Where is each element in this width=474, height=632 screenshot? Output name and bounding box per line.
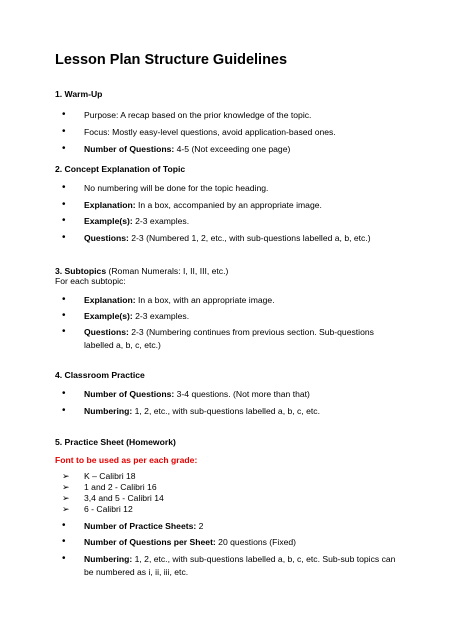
bullet-dot-icon: • — [62, 182, 66, 193]
bullet-dot-icon: • — [62, 199, 66, 210]
bullet-dot-icon: • — [62, 109, 66, 120]
section-heading-practice-sheet: 5. Practice Sheet (Homework) — [55, 437, 176, 447]
arrow-marker-icon: ➢ — [62, 493, 70, 503]
section-heading-classroom-practice: 4. Classroom Practice — [55, 370, 145, 380]
bullet-dot-icon: • — [62, 310, 66, 321]
page-title: Lesson Plan Structure Guidelines — [55, 52, 288, 68]
bullet-dot-icon: • — [62, 326, 66, 337]
bullet-dot-icon: • — [62, 405, 66, 416]
bullet-dot-icon: • — [62, 388, 66, 399]
bullet-dot-icon: • — [62, 215, 66, 226]
bullet-dot-icon: • — [62, 232, 66, 243]
bullet-dot-icon: • — [62, 294, 66, 305]
section-heading-warm-up: 1. Warm-Up — [55, 89, 103, 99]
section-heading-subtopics: 3. Subtopics (Roman Numerals: I, II, III, etc.) — [55, 266, 229, 276]
bullet-dot-icon: • — [62, 536, 66, 547]
arrow-marker-icon: ➢ — [62, 471, 70, 481]
bullet-dot-icon: • — [62, 553, 66, 564]
section-heading-concept: 2. Concept Explanation of Topic — [55, 164, 186, 174]
arrow-marker-icon: ➢ — [62, 504, 70, 514]
bullet-dot-icon: • — [62, 143, 66, 154]
font-note: Font to be used as per each grade: — [55, 455, 198, 465]
bullet-dot-icon: • — [62, 520, 66, 531]
document-page: Lesson Plan Structure Guidelines 1. Warm-Up • Purpose: A recap based on the prior knowledge of the topic. • Focus: Mostly easy-level questions, avoid application-based ones. • Number of Questions: 4-5 (Not exceeding one page) 2. Concept Explanation of Topic • No numbering will be done for the topic heading. • Explanation: In a box, accompanied by an appropriate image. • Example(s): 2-3 examples. • Questions: 2-3 (Numbered 1, 2, etc., with sub-questions labelled a, b, etc.) 3. Subtopics (Roman Numerals: I, II, III, etc.) For each subtopic: • Explanation: In a box, with an appropriate image. • Example(s): 2-3 examples. • Questions: 2-3 (Numbering continues from previous section. Sub-questions labelled a, b, c, etc.) 4. Classroom Practice • Number of Questions: 3-4 questions. (Not more than that) • Numbering: 1, 2, etc., with sub-questions labelled a, b, c, etc. 5. Practice Sheet (Homework) Font to be used as per each grade: ➢ K – Calibri 18 ➢ 1 and 2 - Calibri 16 ➢ 3,4 and 5 - Calibri 14 ➢ 6 - Calibri 12 • Number of Practice Sheets: 2 • Number of Questions per Sheet: 20 questions (Fixed) • Numbering: 1, 2, etc., with sub-questions labelled a, b, c, etc. Sub-sub topics can be numbered as i, ii, iii, etc. — [55, 52, 396, 577]
subtopic-intro: For each subtopic: — [55, 276, 126, 286]
arrow-marker-icon: ➢ — [62, 482, 70, 492]
bullet-dot-icon: • — [62, 126, 66, 137]
